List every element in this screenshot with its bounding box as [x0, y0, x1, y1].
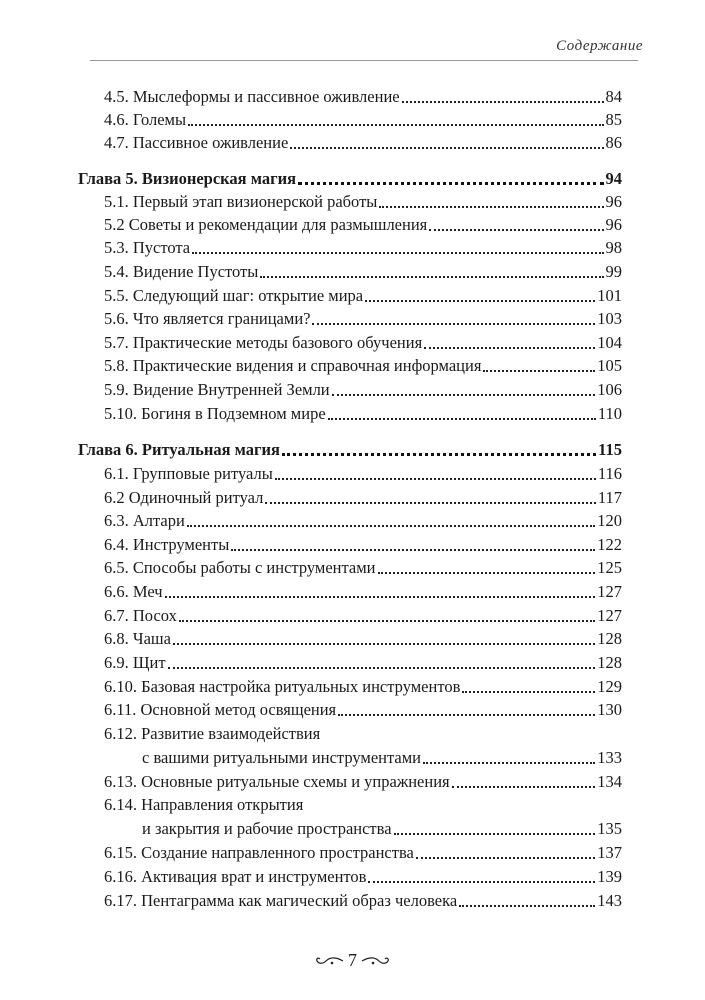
- toc-entry-title: 5.5. Следующий шаг: открытие мира: [104, 286, 364, 305]
- toc-entry-title: 6.5. Способы работы с инструментами: [104, 558, 376, 577]
- toc-entry-title: 6.10. Базовая настройка ритуальных инструментов: [104, 677, 461, 696]
- toc-entry-page: 85: [605, 110, 622, 129]
- toc-entry-page: 122: [597, 535, 622, 554]
- toc-entry-5-10[interactable]: [104, 403, 622, 425]
- toc-entry-page: 137: [597, 843, 622, 862]
- page-number: 7: [348, 950, 357, 970]
- toc-entry-6-5[interactable]: [104, 557, 622, 579]
- dot-leader: [188, 124, 603, 126]
- toc-entry-title: 5.9. Видение Внутренней Земли: [104, 380, 330, 399]
- dot-leader: [260, 276, 603, 278]
- dot-leader: [187, 525, 595, 527]
- toc-entry-title: 6.9. Щит: [104, 653, 166, 672]
- toc-entry-page: 96: [605, 215, 622, 234]
- toc-entry-6-9[interactable]: [104, 652, 622, 674]
- toc-entry-page: 120: [597, 511, 622, 530]
- toc-chapter-5[interactable]: [78, 168, 622, 190]
- toc-entry-6-15[interactable]: [104, 842, 622, 864]
- toc-entry-title: 6.13. Основные ритуальные схемы и упражнения: [104, 772, 450, 791]
- toc-entry-page: 129: [597, 677, 622, 696]
- header-rule: [90, 60, 638, 61]
- toc-entry-title: 6.16. Активация врат и инструментов: [104, 867, 367, 886]
- left-ornament-icon: [314, 954, 344, 968]
- toc-entry-page: 105: [597, 356, 622, 375]
- toc-entry-title: 5.1. Первый этап визионерской работы: [104, 192, 378, 211]
- toc-entry-4-5[interactable]: [104, 86, 622, 108]
- toc-entry-page: 96: [605, 192, 622, 211]
- toc-entry-title: 6.6. Меч: [104, 582, 163, 601]
- toc-entry-5-8[interactable]: [104, 355, 622, 377]
- toc-entry-page: 128: [597, 653, 622, 672]
- toc-entry-4-6[interactable]: [104, 109, 622, 131]
- dot-leader: [416, 857, 595, 859]
- dot-leader: [462, 691, 595, 693]
- dot-leader: [173, 643, 595, 645]
- running-header: Содержание: [556, 38, 643, 54]
- toc-entry-5-3[interactable]: [104, 237, 622, 259]
- toc-entry-5-4[interactable]: [104, 261, 622, 283]
- toc-entry-page: 139: [597, 867, 622, 886]
- toc-entry-5-9[interactable]: [104, 379, 622, 401]
- dot-leader: [424, 347, 595, 349]
- toc-entry-page: 125: [597, 558, 622, 577]
- dot-leader: [394, 833, 596, 835]
- dot-leader: [338, 714, 595, 716]
- dot-leader: [312, 323, 595, 325]
- toc-entry-6-8[interactable]: [104, 628, 622, 650]
- toc-entry-page: 143: [597, 891, 622, 910]
- toc-entry-title: 5.7. Практические методы базового обучения: [104, 333, 423, 352]
- toc-entry-page: 134: [597, 772, 622, 791]
- dot-leader: [429, 229, 603, 231]
- toc-entry-title: 5.10. Богиня в Подземном мире: [104, 404, 326, 423]
- toc-entry-page: 128: [597, 629, 622, 648]
- dot-leader: [328, 418, 596, 420]
- toc-entry-title: и закрытия и рабочие пространства: [142, 819, 392, 838]
- toc-entry-title: 6.1. Групповые ритуалы: [104, 464, 273, 483]
- toc-entry-6-17[interactable]: [104, 890, 622, 912]
- toc-chapter-title: Глава 5. Визионерская магия: [78, 169, 297, 188]
- dot-leader: [332, 394, 596, 396]
- toc-chapter-page: 115: [598, 440, 622, 459]
- toc-entry-title: с вашими ритуальными инструментами: [142, 748, 421, 767]
- toc-entry-6-13[interactable]: [104, 771, 622, 793]
- toc-entry-title: 6.15. Создание направленного пространства: [104, 843, 414, 862]
- toc-entry-title: 6.3. Алтари: [104, 511, 185, 530]
- toc-chapter-6[interactable]: [78, 439, 622, 461]
- toc-entry-5-1[interactable]: [104, 191, 622, 213]
- toc-entry-page: 103: [597, 309, 622, 328]
- toc-entry-6-12-line1[interactable]: 6.12. Развитие взаимодействия: [104, 724, 321, 743]
- toc-entry-title: 4.5. Мыслеформы и пассивное оживление: [104, 87, 400, 106]
- dot-leader: [275, 478, 596, 480]
- toc-entry-page: 86: [605, 133, 622, 152]
- toc-entry-title: 5.3. Пустота: [104, 238, 191, 257]
- toc-entry-title: 6.17. Пентаграмма как магический образ человека: [104, 891, 458, 910]
- toc-entry-6-12[interactable]: [142, 747, 622, 769]
- toc-entry-page: 127: [597, 582, 622, 601]
- toc-entry-5-6[interactable]: [104, 308, 622, 330]
- toc-entry-6-14-line1[interactable]: 6.14. Направления открытия: [104, 795, 304, 814]
- toc-entry-page: 116: [597, 464, 622, 483]
- right-ornament-icon: [361, 954, 391, 968]
- toc-entry-title: 6.8. Чаша: [104, 629, 171, 648]
- dot-leader: [483, 370, 595, 372]
- toc-entry-5-7[interactable]: [104, 332, 622, 354]
- dot-leader: [265, 502, 596, 504]
- toc-entry-page: 133: [597, 748, 622, 767]
- dot-leader: [290, 147, 603, 149]
- toc-entry-6-10[interactable]: [104, 676, 622, 698]
- dot-leader: [179, 620, 595, 622]
- toc-entry-title: 4.7. Пассивное оживление: [104, 133, 289, 152]
- toc-entry-title: 4.6. Големы: [104, 110, 187, 129]
- toc-entry-6-6[interactable]: [104, 581, 622, 603]
- toc-entry-title: 5.6. Что является границами?: [104, 309, 311, 328]
- toc-entry-page: 98: [605, 238, 622, 257]
- dot-leader: [168, 667, 596, 669]
- dot-leader: [365, 300, 595, 302]
- dot-leader: [402, 101, 604, 103]
- dot-leader: [298, 182, 603, 185]
- toc-entry-4-7[interactable]: [104, 132, 622, 154]
- toc-entry-title: 6.7. Посох: [104, 606, 177, 625]
- dot-leader: [231, 549, 595, 551]
- toc-entry-page: 117: [597, 488, 622, 507]
- dot-leader: [368, 881, 595, 883]
- toc-entry-page: 101: [597, 286, 622, 305]
- toc-entry-6-7[interactable]: [104, 605, 622, 627]
- toc-entry-page: 127: [597, 606, 622, 625]
- toc-entry-6-4[interactable]: [104, 534, 622, 556]
- dot-leader: [192, 252, 603, 254]
- toc-entry-6-14[interactable]: [142, 818, 622, 840]
- dot-leader: [378, 572, 596, 574]
- toc-entry-6-3[interactable]: [104, 510, 622, 532]
- toc-entry-5-5[interactable]: [104, 285, 622, 307]
- toc-entry-title: 6.2 Одиночный ритуал: [104, 488, 264, 507]
- toc-entry-title: 5.8. Практические видения и справочная информация: [104, 356, 482, 375]
- toc-entry-6-2[interactable]: [104, 487, 622, 509]
- toc-entry-title: 5.4. Видение Пустоты: [104, 262, 259, 281]
- toc-entry-6-16[interactable]: [104, 866, 622, 888]
- toc-entry-page: 99: [605, 262, 622, 281]
- toc-chapter-page: 94: [605, 169, 622, 188]
- dot-leader: [165, 596, 596, 598]
- dot-leader: [282, 453, 596, 456]
- dot-leader: [379, 206, 603, 208]
- toc-entry-page: 135: [597, 819, 622, 838]
- toc-entry-6-1[interactable]: [104, 463, 622, 485]
- toc-entry-5-2[interactable]: [104, 214, 622, 236]
- dot-leader: [423, 762, 595, 764]
- toc-entry-page: 106: [597, 380, 622, 399]
- toc-entry-6-11[interactable]: [104, 699, 622, 721]
- dot-leader: [452, 786, 596, 788]
- page-footer: [0, 950, 705, 971]
- toc-entry-page: 130: [597, 700, 622, 719]
- toc-entry-title: 5.2 Советы и рекомендации для размышления: [104, 215, 428, 234]
- toc-entry-page: 104: [597, 333, 622, 352]
- toc-entry-title: 6.4. Инструменты: [104, 535, 230, 554]
- toc-entry-page: 84: [605, 87, 622, 106]
- toc-chapter-title: Глава 6. Ритуальная магия: [78, 440, 280, 459]
- toc-entry-title: 6.11. Основной метод освящения: [104, 700, 337, 719]
- toc-entry-page: 110: [597, 404, 622, 423]
- dot-leader: [459, 905, 595, 907]
